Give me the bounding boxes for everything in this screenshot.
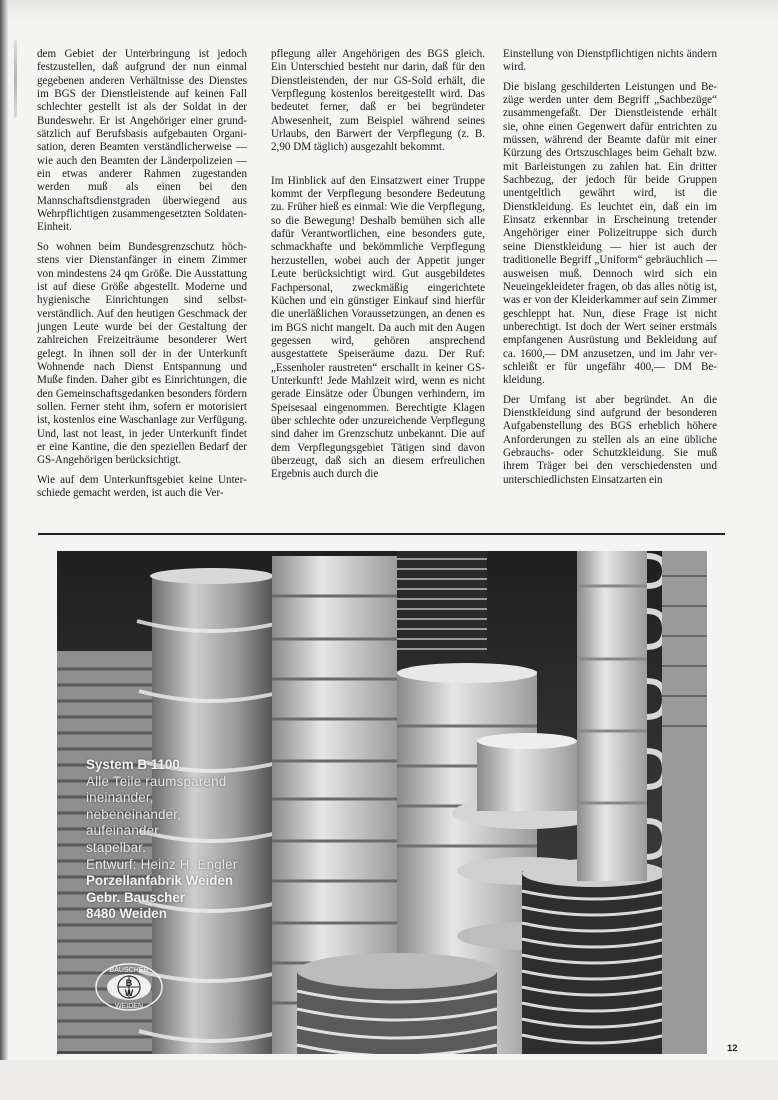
paragraph: pflegung aller Angehörigen des BGS gleich. Ein Unterschied besteht nur darin, daß für den Dienstleistenden, der nur GS-Sold erhält, die Verpflegung kostenlos bereitgestellt wird. Das bedeutet ferner, daß er bei begründeter Abwesenheit, zum Beispiel während seines Urlaubs, den Barwert der Verpflegung (z. B. 2,90 DM täglich) ausgezahlt bekommt. xyxy=(271,48,485,154)
description-line: aufeinander xyxy=(86,823,159,839)
page-bottom-margin xyxy=(0,1060,778,1100)
paragraph: Der Umfang ist aber begründet. An die Dienstkleidung sind aufgrund der besonderen Aufgabenstellung des BGS erheblich höhere Anforderungen zu stellen als an eine übliche Gebrauchs- oder Schutzkleidung. Sie muß ihrem Träger bei den verschiedensten und unterschiedlichsten Einsatzarten ein xyxy=(503,393,717,486)
paragraph: Wie auf dem Unterkunftsgebiet keine Unterschiede gemacht werden, ist auch die Ver- xyxy=(37,473,247,499)
background-plate-stack xyxy=(397,551,487,671)
paragraph: So wohnen beim Bundesgrenzschutz höchstens vier Dienstanfänger in einem Zimmer von mindestens 24 qm Größe. Die Ausstattung ist auf diese Größe abgestellt. Moderne und hygienische Einrichtungen sind selbstverständlich. Auf den heutigen Geschmack der jungen Leute wurde bei der Gestaltung der zahlreichen Freizeiträume besonderer Wert gelegt. In ihnen soll der in der Unterkunft Wohnende nach Dienst Entspannung und Muße finden. Daher gibt es Einrichtungen, die den Gemeinschaftsgedanken besonders fördern sollen. Ferner steht ihm, sofern er motorisiert ist, kostenlos eine Waschanlage zur Verfügung. Und, last not least, in jeder Unterkunft findet er eine Kantine, die den speziellen Bedarf der GS-Angehörigen berücksichtigt. xyxy=(37,240,247,467)
description-line: ineinander, xyxy=(86,790,154,806)
company-name: Porzellanfabrik Weiden xyxy=(86,873,234,889)
front-plate-stack xyxy=(297,953,497,1054)
logo-bottom-text: WEIDEN xyxy=(115,1003,143,1010)
description-line: stapelbar. xyxy=(86,839,147,855)
paragraph: Die bislang geschilderten Leistungen und Bezüge werden unter dem Begriff „Sachbezüge“ zusammengefaßt. Der Dienstleistende erhält sie, ohne einen Gegenwert dafür entrichten zu müssen, während der Beamte dafür mit einer Kürzung des Ortszuschlages beim Gehalt bzw. mit Barleistungen zu zahlen hat. Ein dritter Sachbezug, der jedoch für beide Gruppen unentgeltlich gewährt wird, ist die Dienstkleidung. Es leuchtet ein, daß ein im Einsatz erkennbar in Erscheinung tretender Angehöriger einer Polizeitruppe sich durch seine Dienstkleidung — hier ist auch der traditionelle Begriff „Uniform“ gebräuchlich — ausweisen muß. Dennoch wird sich ein Neueingekleideter fragen, ob das alles nötig ist, was er von der Kleiderkammer auf sein Zimmer geschleppt hat. Nun, diese Frage ist nicht unberechtigt. Ist doch der Wert seiner erstmals empfangenen Ausrüstung und Bekleidung auf ca. 1600,— DM anzusetzen, und im Jahr verschleißt er für ungefähr 400,— DM Bekleidung. xyxy=(503,80,717,387)
description-line: Alle Teile raumsparend xyxy=(86,773,227,789)
logo-monogram-bottom: W xyxy=(124,988,134,998)
paragraph: dem Gebiet der Unterbringung ist jedoch festzustellen, daß aufgrund der nun einmal gegebenen anderen Verhältnisse des Dienstes im BGS der Dienstleistende auf keinen Fall schlechter gestellt ist als der Soldat in der Bundeswehr. Er ist Angehöriger einer grundsätzlich auf Berufsbasis aufgebauten Organisation, deren Beamten verständlicherweise — wie auch den Beamten der Länderpolizeien — ein etwas anderer Rahmen zugestanden werden muß als einen bei den Mannschaftsdienstgraden überwiegend aus Wehrpflichtigen zusammengesetzten Soldaten-Einheit. xyxy=(37,48,247,234)
company-address: 8480 Weiden xyxy=(86,906,167,922)
article-column-1 xyxy=(37,48,247,506)
paragraph: Einstellung von Dienstpflichtigen nichts ändern wird. xyxy=(503,48,717,74)
right-plate-stack xyxy=(522,859,667,1054)
designer-credit: Entwurf: Heinz H. Engler xyxy=(86,856,238,872)
page-top-shade xyxy=(0,0,778,20)
advertisement-copy xyxy=(86,757,237,923)
article-column-3 xyxy=(503,48,717,493)
logo-monogram-top: B xyxy=(125,978,133,988)
logo-top-text: BAUSCHER xyxy=(109,967,149,974)
section-divider-rule xyxy=(38,533,725,535)
description-line: nebeneinander, xyxy=(86,806,182,822)
article-column-2 xyxy=(271,48,485,488)
product-name: System B 1100 xyxy=(86,757,180,772)
binding-mark xyxy=(14,40,17,118)
page-number: 12 xyxy=(727,1043,738,1054)
company-subname: Gebr. Bauscher xyxy=(86,889,185,905)
page-binding-edge xyxy=(0,0,8,1100)
paragraph: Im Hinblick auf den Einsatzwert einer Truppe kommt der Verpflegung besondere Bedeutung zu. Früher hieß es einmal: Wie die Verpflegung, so die Bewegung! Deshalb bemühen sich alle dafür Verantwortlichen, eine besonders gute, schmackhafte und bekömmliche Verpflegung herzustellen, wobei auch der Appetit junger Leute berücksichtigt wird. Gut ausgebildetes Fachpersonal, zweckmäßig eingerichtete Küchen und ein günstiger Einkauf sind hierfür die unerläßlichen Voraussetzungen, an denen es im BGS nicht mangelt. Da auch mit den Augen gegessen wird, gehören ansprechend ausgestattete Speiseräume dazu. Der Ruf: „Essenholer raustreten“ erschallt in keiner GS-Unterkunft! Jede Mahlzeit wird, wenn es nicht gerade Einsätze oder Übungen verhindern, im Speisesaal eingenommen. Berechtigte Klagen über schlechte oder unzureichende Verpflegung sind daher im Grenzschutz unbekannt. Die auf dem Verpflegungsgebiet Tätigen sind davon überzeugt, daß sich an diesem erfreulichen Ergebnis auch durch die xyxy=(271,174,485,481)
bauscher-weiden-emblem-icon xyxy=(94,962,164,1012)
